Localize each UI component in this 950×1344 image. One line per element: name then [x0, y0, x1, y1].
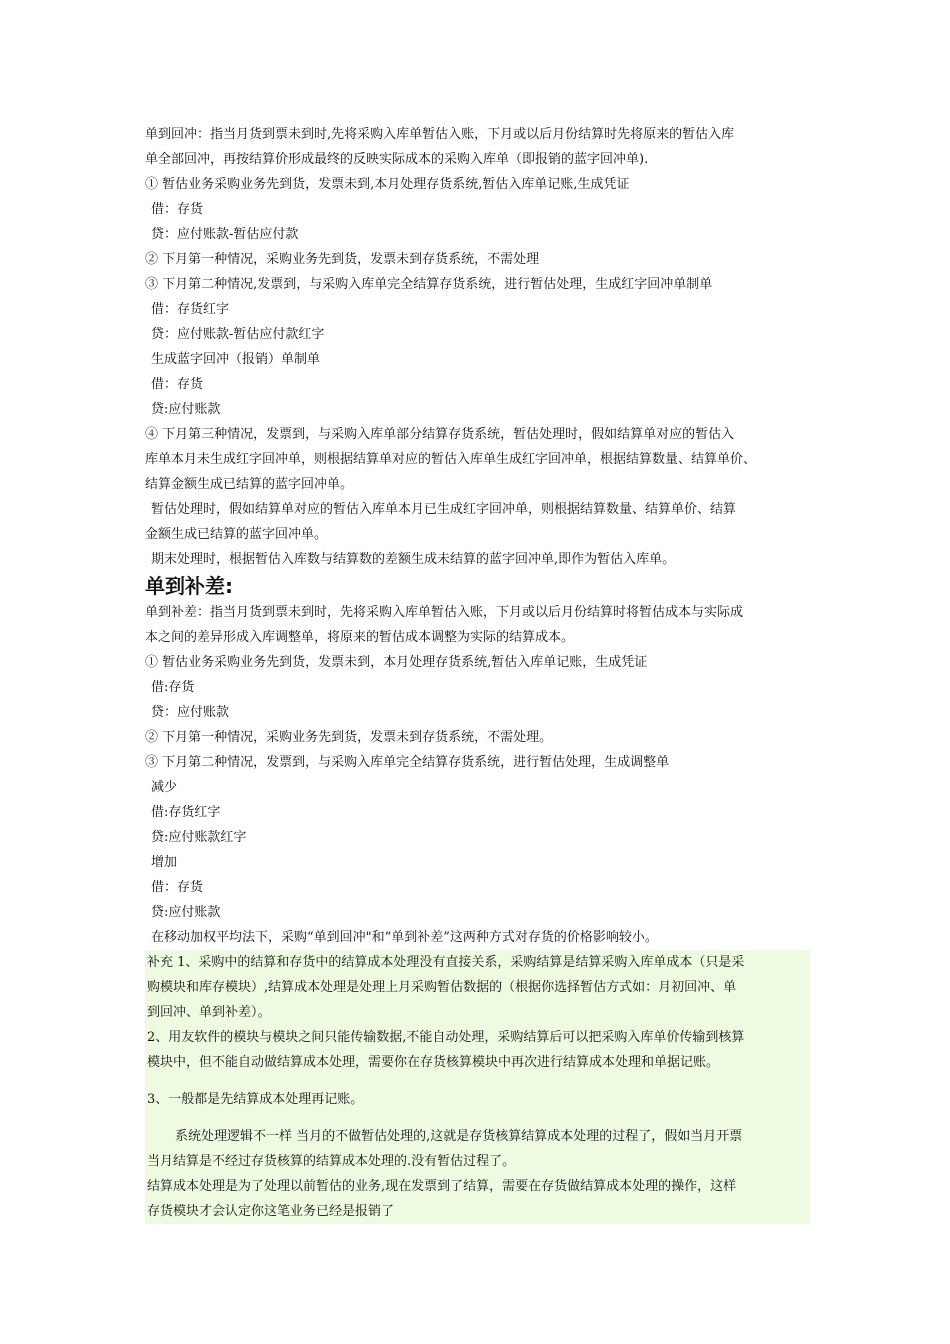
paragraph-line: 单到回冲：指当月货到票未到时,先将采购入库单暂估入账，下月或以后月份结算时先将原来的暂估入库 — [145, 127, 735, 142]
paragraph-line: ① 暂估业务采购业务先到货，发票未到，本月处理存货系统,暂估入库单记账，生成凭证 — [145, 655, 648, 670]
paragraph-line: 贷：应付账款-暂估应付款红字 — [151, 327, 325, 342]
paragraph-line: 本之间的差异形成入库调整单，将原来的暂估成本调整为实际的结算成本。 — [145, 630, 575, 645]
paragraph-line: 借：存货 — [151, 880, 204, 895]
paragraph-line: 借:存货 — [151, 680, 195, 695]
paragraph-line: ② 下月第一种情况，采购业务先到货，发票未到存货系统，不需处理 — [145, 252, 540, 267]
paragraph-line: 结算金额生成已结算的蓝字回冲单。 — [145, 477, 354, 492]
note-line: 补充 1、采购中的结算和存货中的结算成本处理没有直接关系，采购结算是结算采购入库单成本（只是采 — [147, 955, 745, 970]
note-line: 2、用友软件的模块与模块之间只能传输数据,不能自动处理，采购结算后可以把采购入库单价传输到核算 — [147, 1030, 745, 1045]
paragraph-line: 单到补差：指当月货到票未到时，先将采购入库单暂估入账，下月或以后月份结算时将暂估成本与实际成 — [145, 605, 744, 620]
paragraph-line: 期末处理时，根据暂估入库数与结算数的差额生成未结算的蓝字回冲单,即作为暂估入库单。 — [151, 552, 676, 567]
paragraph-line: 借：存货红字 — [151, 302, 230, 317]
note-line: 模块中，但不能自动做结算成本处理，需要你在存货核算模块中再次进行结算成本处理和单据记账。 — [147, 1055, 720, 1070]
section-heading: 单到补差: — [145, 574, 233, 598]
paragraph-line: 暂估处理时，假如结算单对应的暂估入库单本月已生成红字回冲单，则根据结算数量、结算单价、结算 — [151, 502, 737, 517]
paragraph-line: 库单本月未生成红字回冲单，则根据结算单对应的暂估入库单生成红字回冲单，根据结算数量、结算单价、 — [145, 452, 757, 467]
highlighted-notes — [145, 950, 810, 1224]
section-single-reversal — [145, 122, 810, 572]
note-line: 到回冲、单到补差）。 — [147, 1005, 271, 1020]
paragraph-line: ② 下月第一种情况，采购业务先到货，发票未到存货系统，不需处理。 — [145, 730, 553, 745]
paragraph-line: 单全部回冲，再按结算价形成最终的反映实际成本的采购入库单（即报销的蓝字回冲单). — [145, 152, 649, 167]
paragraph-line: 借：存货 — [151, 202, 204, 217]
paragraph-line: 借:存货红字 — [151, 805, 221, 820]
paragraph-line: ① 暂估业务采购业务先到货，发票未到,本月处理存货系统,暂估入库单记账,生成凭证 — [145, 177, 630, 192]
note-line: 3、一般都是先结算成本处理再记账。 — [147, 1092, 364, 1107]
paragraph-line: 金额生成已结算的蓝字回冲单。 — [145, 527, 328, 542]
section-difference-adjustment — [145, 572, 810, 950]
note-line: 结算成本处理是为了处理以前暂估的业务,现在发票到了结算，需要在存货做结算成本处理的操作，这样 — [147, 1179, 737, 1194]
paragraph-line: 生成蓝字回冲（报销）单制单 — [151, 352, 321, 367]
paragraph-line: 在移动加权平均法下，采购“单到回冲"和“单到补差”这两种方式对存货的价格影响较小。 — [151, 930, 658, 945]
note-line: 购模块和库存模块）,结算成本处理是处理上月采购暂估数据的（根据你选择暂估方式如：月初回冲、单 — [147, 980, 737, 995]
paragraph-line: 贷:应付账款红字 — [151, 830, 247, 845]
paragraph-line: 借：存货 — [151, 377, 204, 392]
document-body — [145, 122, 810, 1224]
spacer — [147, 1112, 808, 1124]
paragraph-line: 增加 — [151, 855, 178, 870]
paragraph-line: 贷:应付账款 — [151, 905, 221, 920]
paragraph-line: ③ 下月第二种情况,发票到，与采购入库单完全结算存货系统，进行暂估处理，生成红字回冲单制单 — [145, 277, 713, 292]
paragraph-line: 贷:应付账款 — [151, 402, 221, 417]
note-line: 存货模块才会认定你这笔业务已经是报销了 — [147, 1204, 395, 1219]
spacer — [147, 1075, 808, 1087]
note-line: 当月结算是不经过存货核算的结算成本处理的.没有暂估过程了。 — [147, 1154, 516, 1169]
paragraph-line: 减少 — [151, 780, 178, 795]
paragraph-line: 贷：应付账款 — [151, 705, 230, 720]
note-line: 系统处理逻辑不一样 当月的不做暂估处理的,这就是存货核算结算成本处理的过程了，假如当月开票 — [175, 1129, 743, 1144]
paragraph-line: 贷：应付账款-暂估应付款 — [151, 227, 299, 242]
paragraph-line: ③ 下月第二种情况，发票到，与采购入库单完全结算存货系统，进行暂估处理，生成调整单 — [145, 755, 670, 770]
paragraph-line: ④ 下月第三种情况，发票到，与采购入库单部分结算存货系统，暂估处理时，假如结算单对应的暂估入 — [145, 427, 735, 442]
